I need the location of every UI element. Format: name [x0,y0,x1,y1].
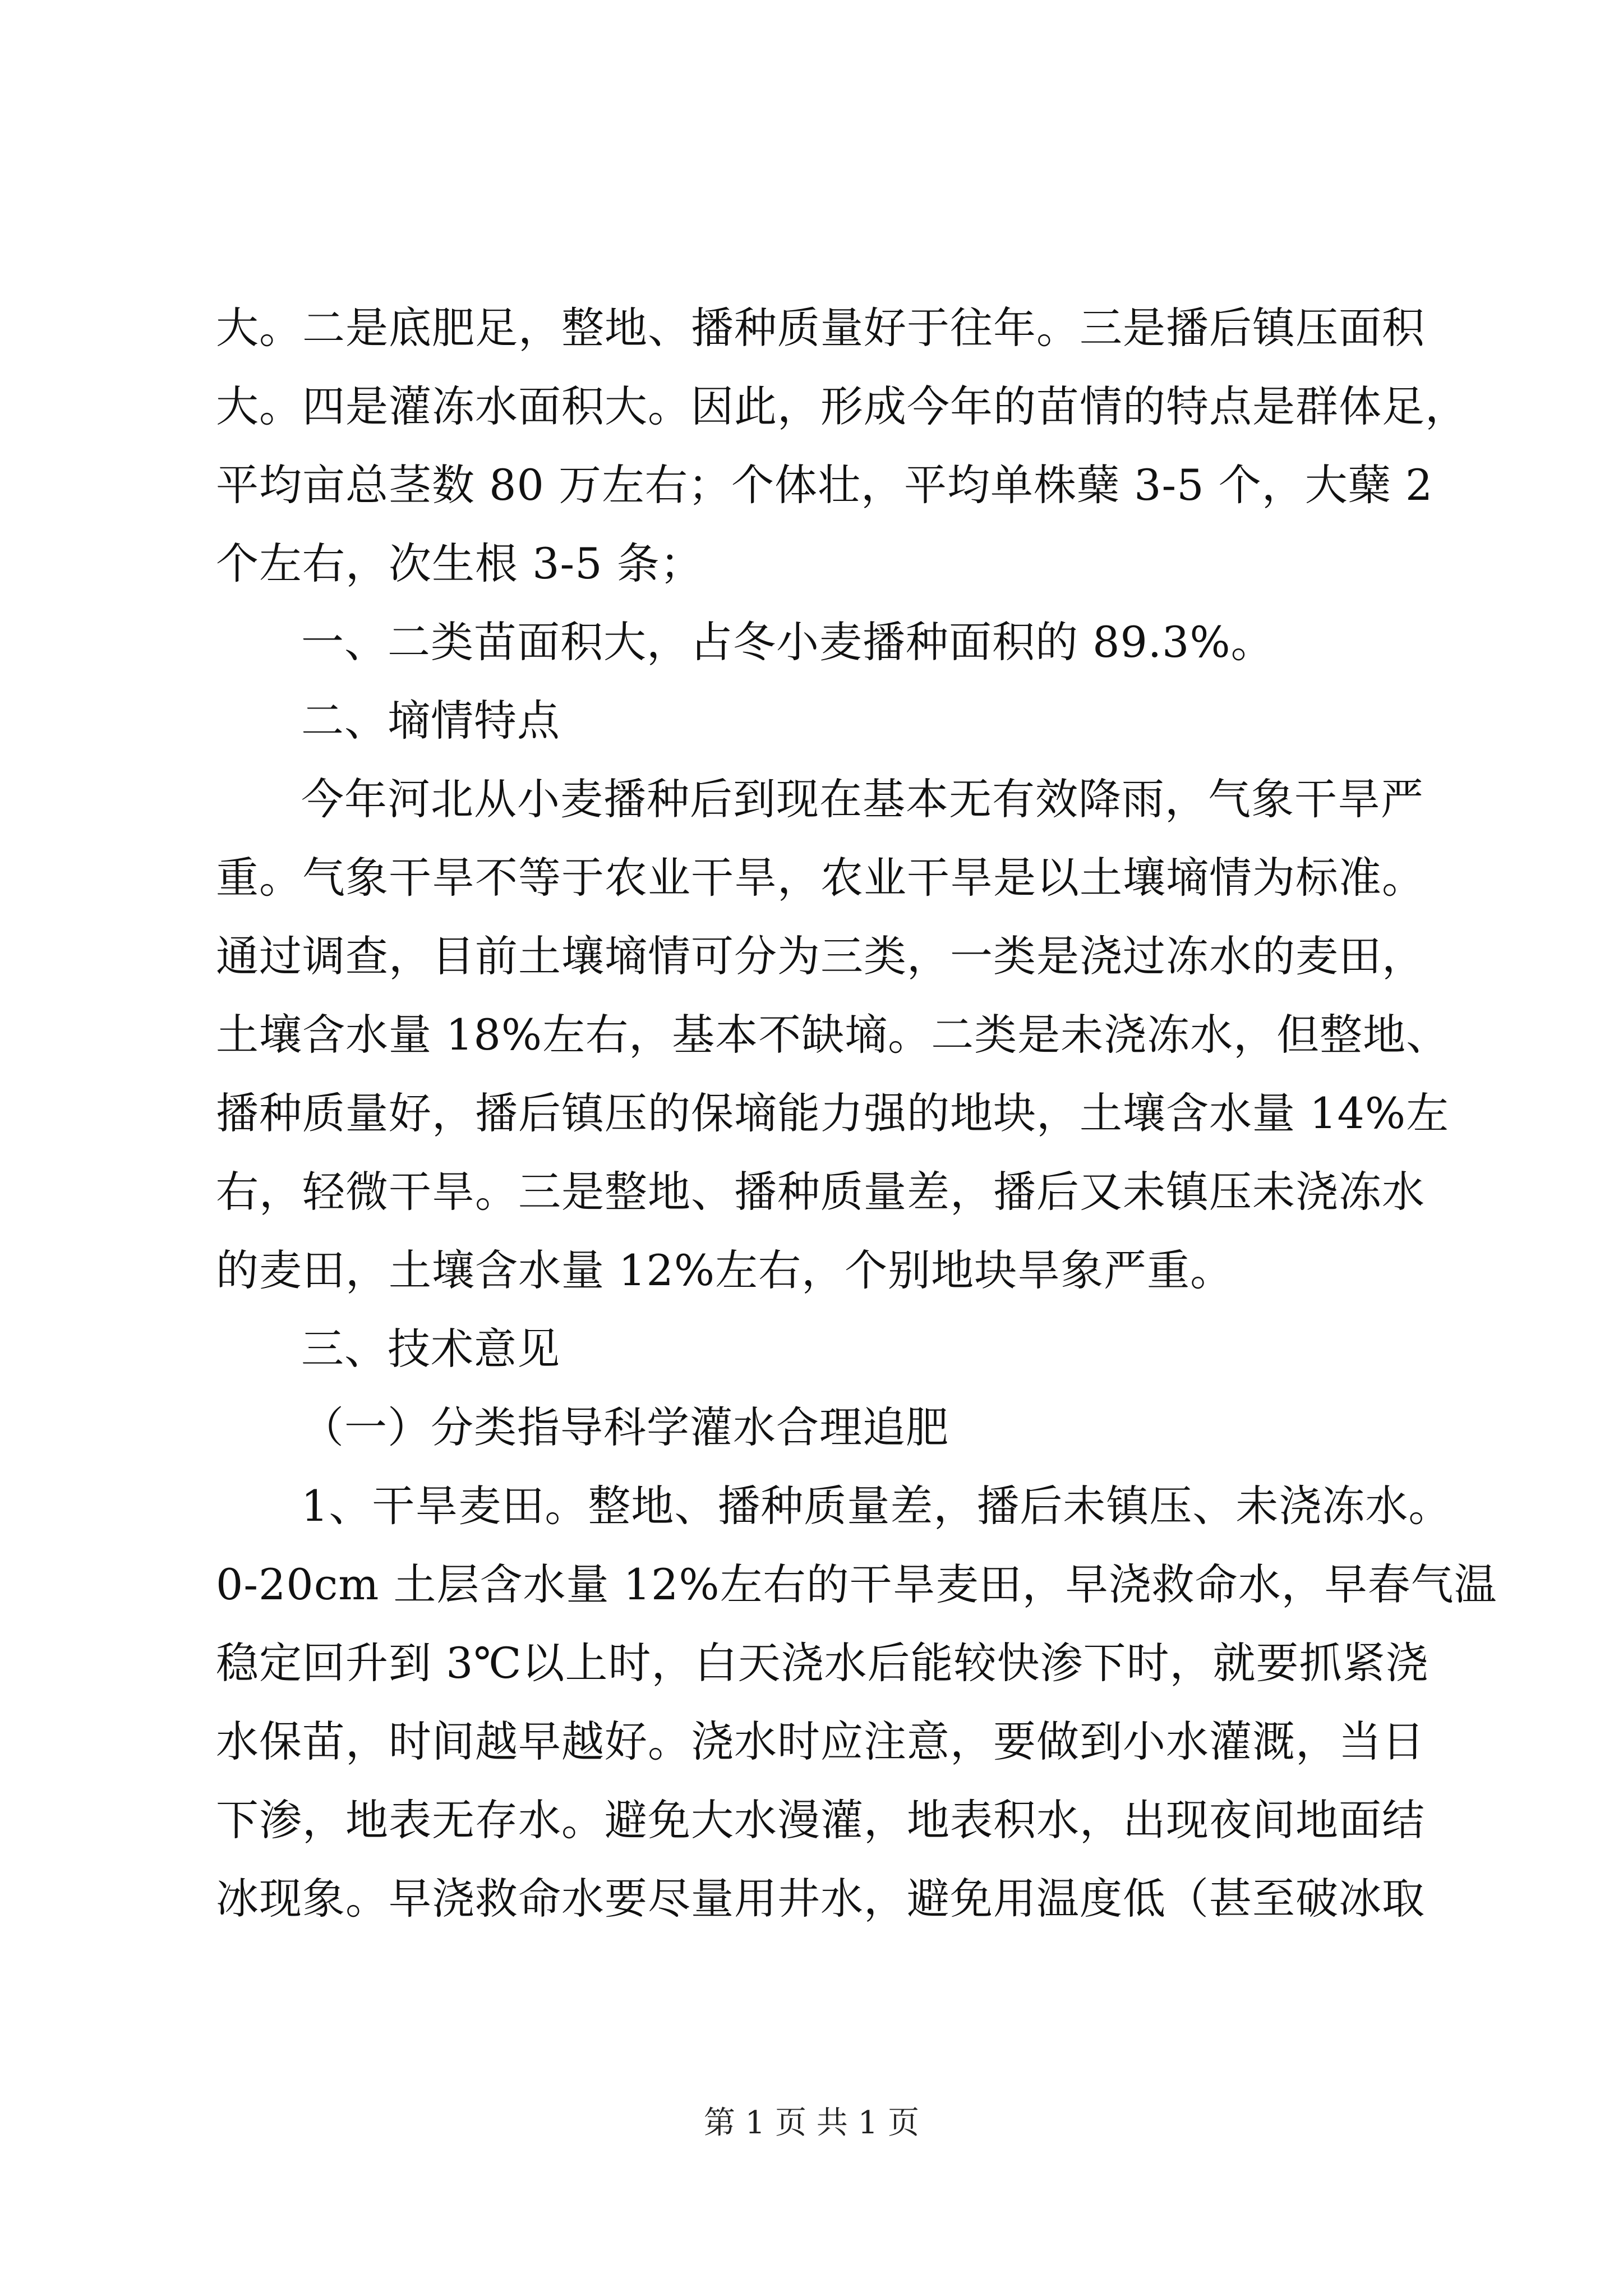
page-number-label: 第 1 页 共 1 页 [703,2105,920,2141]
page-footer [0,2104,1623,2143]
document-body [216,289,1497,1938]
subsection-heading: （一）分类指导科学灌水合理追肥 [301,1402,949,1452]
text-line: 的麦田，土壤含水量 12%左右，个别地块旱象严重。 [216,1245,1234,1295]
text-line: 大。二是底肥足，整地、播种质量好于往年。三是播后镇压面积 [216,303,1425,353]
text-line: 0-20cm 土层含水量 12%左右的干旱麦田，早浇救命水，早春气温 [216,1559,1497,1609]
text-line: 水保苗，时间越早越好。浇水时应注意，要做到小水灌溉，当日 [216,1717,1425,1766]
text-line: 重。气象干旱不等于农业干旱，农业干旱是以土壤墒情为标准。 [216,853,1425,903]
text-line: 大。四是灌冻水面积大。因此，形成今年的苗情的特点是群体足， [216,381,1468,431]
text-line: 平均亩总茎数 80 万左右；个体壮，平均单株蘖 3-5 个，大蘖 2 [216,460,1433,510]
text-line: 冰现象。早浇救命水要尽量用井水，避免用温度低（甚至破冰取 [216,1874,1425,1924]
text-line: 通过调查，目前土壤墒情可分为三类，一类是浇过冻水的麦田， [216,931,1425,981]
text-line: 下渗，地表无存水。避免大水漫灌，地表积水，出现夜间地面结 [216,1795,1425,1845]
text-line: 稳定回升到 3℃以上时，白天浇水后能较快渗下时，就要抓紧浇 [216,1638,1429,1688]
text-line: 播种质量好，播后镇压的保墒能力强的地块，土壤含水量 14%左 [216,1088,1450,1138]
paragraph-first-line: 今年河北从小麦播种后到现在基本无有效降雨，气象干旱严 [301,774,1424,824]
section-heading: 二、墒情特点 [301,696,560,746]
text-line: 土壤含水量 18%左右，基本不缺墒。二类是未浇冻水，但整地、 [216,1010,1450,1060]
text-line: 右，轻微干旱。三是整地、播种质量差，播后又未镇压未浇冻水 [216,1167,1425,1217]
paragraph-first-line: 1、干旱麦田。整地、播种质量差，播后未镇压、未浇冻水。 [301,1481,1452,1531]
paragraph-first-line: 一、二类苗面积大，占冬小麦播种面积的 89.3%。 [301,617,1274,667]
section-heading: 三、技术意见 [301,1324,560,1374]
text-line: 个左右，次生根 3-5 条； [216,539,703,588]
